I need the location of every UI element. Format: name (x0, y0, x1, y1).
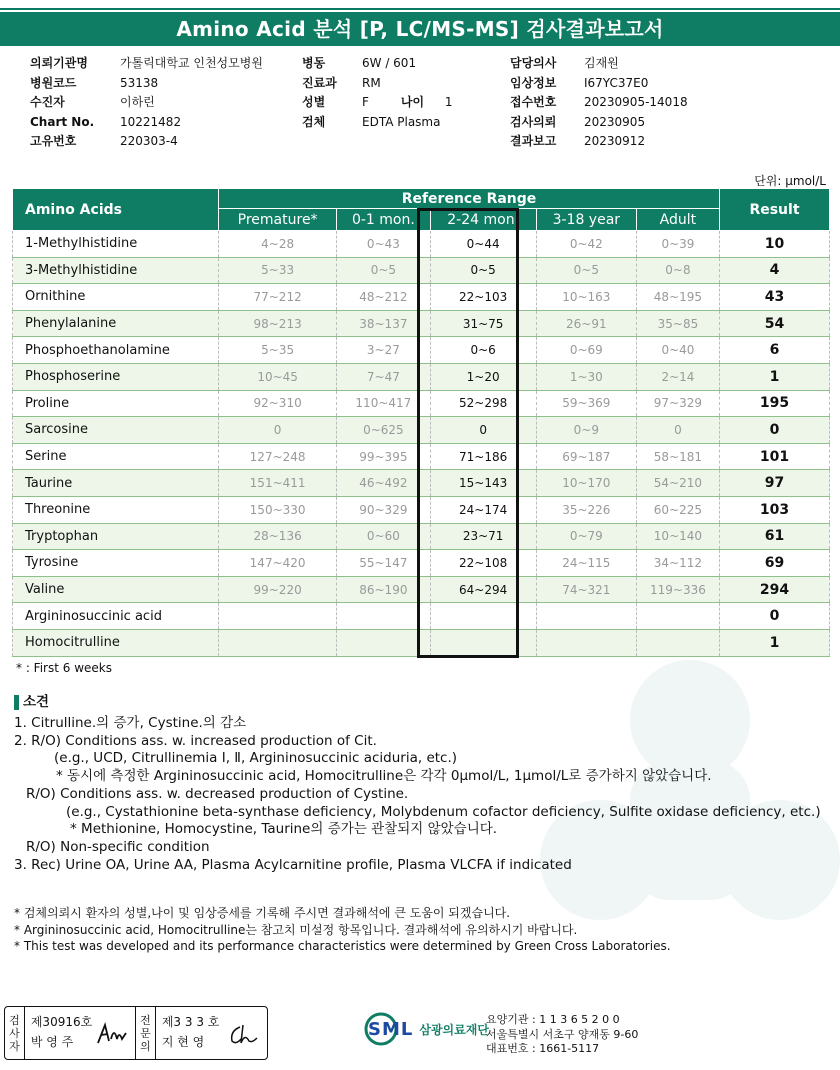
opinion-line: * Methionine, Homocystine, Taurine의 증가는 관찰되지 않았습니다. (70, 821, 498, 838)
reference-range-cell: 3~27 (337, 337, 430, 364)
info-value: 53138 (120, 75, 159, 90)
signature-box (4, 1006, 268, 1060)
info-value: 20230905 (584, 114, 646, 129)
label-char: 의 (140, 1039, 151, 1053)
info-label: 수진자 (30, 95, 65, 109)
table-row (13, 363, 830, 390)
reference-range-cell: 150~330 (219, 496, 337, 523)
reference-range-cell: 24~174 (430, 496, 536, 523)
info-label: 병원코드 (30, 75, 77, 90)
note-line: * 검체의뢰시 환자의 성별,나이 및 임상증세를 기록해 주시면 결과해석에 큰 도움이 되겠습니다. (14, 906, 511, 920)
notes-section (14, 905, 671, 955)
info-value: I67YC37E0 (584, 75, 649, 90)
address-line: 서울특별시 서초구 양재동 9-60 (486, 1027, 639, 1041)
reference-range-cell (430, 603, 536, 630)
reference-range-cell: 77~212 (219, 284, 337, 311)
tester-cell (25, 1007, 136, 1059)
patient-info-col3 (510, 54, 688, 152)
reference-range-cell: 22~108 (430, 550, 536, 577)
info-value: EDTA Plasma (362, 114, 441, 129)
reference-range-cell: 119~336 (636, 576, 719, 603)
result-cell: 1 (720, 363, 830, 390)
opinion-line: R/O) Conditions ass. w. decreased production of Cystine. (26, 785, 409, 802)
address-line: 대표번호 : 1661-5117 (486, 1042, 600, 1055)
info-label: 접수번호 (510, 95, 557, 109)
opinion-line: 1. Citrulline.의 증가, Cystine.의 감소 (14, 715, 247, 731)
reference-range-cell: 34~112 (636, 550, 719, 577)
amino-acid-name: Valine (13, 576, 219, 603)
reference-range-cell: 10~163 (536, 284, 636, 311)
info-value: 이하린 (120, 95, 155, 109)
info-value: F (362, 95, 369, 109)
label-char: 검 (9, 1013, 20, 1027)
result-cell: 1 (720, 629, 830, 656)
amino-acid-name: Proline (13, 390, 219, 417)
opinion-line: * 동시에 측정한 Argininosuccinic acid, Homocitrulline은 각각 0μmol/L, 1μmol/L로 증가하지 않았습니다. (56, 768, 712, 785)
doctor-signature-icon (226, 1021, 260, 1049)
result-cell: 61 (720, 523, 830, 550)
result-cell: 69 (720, 550, 830, 577)
reference-range-cell: 0~39 (636, 231, 719, 258)
table-row (13, 257, 830, 284)
result-cell: 101 (720, 443, 830, 470)
reference-range-cell: 147~420 (219, 550, 337, 577)
amino-acid-name: Ornithine (13, 284, 219, 311)
amino-acid-name: Taurine (13, 470, 219, 497)
amino-acid-name: Sarcosine (13, 417, 219, 444)
reference-range-cell: 28~136 (219, 523, 337, 550)
reference-range-cell (536, 629, 636, 656)
reference-range-cell: 1~30 (536, 363, 636, 390)
info-label: 검사의뢰 (510, 114, 557, 129)
info-value: 20230912 (584, 134, 646, 148)
reference-range-cell: 0~5 (430, 257, 536, 284)
reference-range-cell: 99~220 (219, 576, 337, 603)
reference-range-cell: 71~186 (430, 443, 536, 470)
table-row (13, 496, 830, 523)
table-row (13, 603, 830, 630)
info-label: 성별 (302, 95, 326, 109)
header-reference-range: Reference Range (219, 189, 720, 209)
patient-info-col1 (30, 54, 263, 152)
result-cell: 103 (720, 496, 830, 523)
table-row (13, 550, 830, 577)
header-result: Result (720, 189, 830, 231)
label-char: 사 (9, 1026, 20, 1040)
reference-range-cell: 10~140 (636, 523, 719, 550)
amino-acid-name: Serine (13, 443, 219, 470)
info-value: 6W / 601 (362, 56, 417, 70)
result-cell: 0 (720, 603, 830, 630)
reference-range-cell: 48~212 (337, 284, 430, 311)
info-label: 담당의사 (510, 56, 557, 70)
reference-range-cell: 0~42 (536, 231, 636, 258)
unit-label: 단위: μmol/L (754, 174, 826, 188)
reference-range-cell (337, 629, 430, 656)
reference-range-cell: 0~5 (337, 257, 430, 284)
note-line: * Argininosuccinic acid, Homocitrulline는 참고치 미설정 항목입니다. 결과해석에 유의하시기 바랍니다. (14, 922, 578, 937)
opinion-line: 2. R/O) Conditions ass. w. increased production of Cit. (14, 732, 377, 749)
report-header (0, 0, 840, 50)
info-value: 20230905-14018 (584, 95, 688, 109)
reference-range-cell: 5~33 (219, 257, 337, 284)
info-label: 검체 (302, 114, 326, 129)
reference-range-cell: 127~248 (219, 443, 337, 470)
reference-range-cell: 1~20 (430, 363, 536, 390)
amino-acid-name: Phosphoserine (13, 363, 219, 390)
reference-range-cell: 64~294 (430, 576, 536, 603)
table-row (13, 443, 830, 470)
reference-range-cell: 86~190 (337, 576, 430, 603)
amino-acid-name: Phosphoethanolamine (13, 337, 219, 364)
doctor-number: 제3 3 3 호 (161, 1015, 220, 1029)
reference-range-cell: 60~225 (636, 496, 719, 523)
patient-info-col2 (302, 54, 453, 132)
tester-name: 박 영 주 (30, 1035, 74, 1049)
reference-range-cell: 0~44 (430, 231, 536, 258)
reference-range-cell: 22~103 (430, 284, 536, 311)
table-row (13, 417, 830, 444)
table-row (13, 629, 830, 656)
result-cell: 97 (720, 470, 830, 497)
table-row (13, 576, 830, 603)
table-row (13, 284, 830, 311)
amino-acid-name: Threonine (13, 496, 219, 523)
header-0-1-mon: 0-1 mon. (337, 209, 430, 231)
result-cell: 195 (720, 390, 830, 417)
table-row (13, 310, 830, 337)
info-label: 결과보고 (510, 134, 557, 148)
table-row (13, 523, 830, 550)
opinion-line: 3. Rec) Urine OA, Urine AA, Plasma Acylcarnitine profile, Plasma VLCFA if indicated (14, 856, 572, 873)
amino-acid-name: 3-Methylhistidine (13, 257, 219, 284)
reference-range-cell: 0~79 (536, 523, 636, 550)
amino-acid-name: Argininosuccinic acid (13, 603, 219, 630)
table-row (13, 337, 830, 364)
reference-range-cell: 24~115 (536, 550, 636, 577)
reference-range-cell: 2~14 (636, 363, 719, 390)
reference-range-cell: 74~321 (536, 576, 636, 603)
result-cell: 294 (720, 576, 830, 603)
amino-acid-name: 1-Methylhistidine (13, 231, 219, 258)
amino-acid-table (12, 188, 830, 657)
label-char: 자 (9, 1039, 20, 1053)
reference-range-cell (219, 629, 337, 656)
reference-range-cell (430, 629, 536, 656)
reference-range-cell: 0~8 (636, 257, 719, 284)
info-value: 가톨릭대학교 인천성모병원 (120, 56, 263, 70)
result-cell: 43 (720, 284, 830, 311)
reference-range-cell: 0~60 (337, 523, 430, 550)
tester-signature-icon (95, 1021, 129, 1049)
reference-range-cell: 0 (219, 417, 337, 444)
reference-range-cell (536, 603, 636, 630)
result-cell: 4 (720, 257, 830, 284)
opinion-section (14, 715, 821, 874)
reference-range-cell: 0~9 (536, 417, 636, 444)
reference-range-cell: 151~411 (219, 470, 337, 497)
reference-range-cell: 15~143 (430, 470, 536, 497)
opinion-line: (e.g., UCD, Citrullinemia Ⅰ, Ⅱ, Argininosuccinic aciduria, etc.) (54, 750, 458, 767)
reference-range-cell: 4~28 (219, 231, 337, 258)
table-row (13, 231, 830, 258)
report-title: Amino Acid 분석 [P, LC/MS-MS] 검사결과보고서 (176, 17, 664, 41)
info-label: 진료과 (302, 75, 337, 90)
label-char: 전 (140, 1013, 151, 1027)
opinion-line: R/O) Non-specific condition (26, 838, 210, 855)
table-row (13, 390, 830, 417)
result-cell: 6 (720, 337, 830, 364)
label-char: 문 (140, 1026, 151, 1040)
reference-range-cell: 0~69 (536, 337, 636, 364)
header-amino-acids: Amino Acids (13, 189, 219, 231)
table-row (13, 470, 830, 497)
reference-range-cell: 48~195 (636, 284, 719, 311)
header-premature: Premature* (219, 209, 337, 231)
footnote-premature: * : First 6 weeks (16, 661, 112, 675)
heading-bar (14, 695, 19, 710)
info-value: 10221482 (120, 114, 182, 129)
reference-range-cell: 97~329 (636, 390, 719, 417)
reference-range-cell (219, 603, 337, 630)
reference-range-cell: 0 (636, 417, 719, 444)
reference-range-cell: 26~91 (536, 310, 636, 337)
reference-range-cell: 0~43 (337, 231, 430, 258)
reference-range-cell: 0~5 (536, 257, 636, 284)
reference-range-cell: 52~298 (430, 390, 536, 417)
opinion-line: (e.g., Cystathionine beta-synthase deficiency, Molybdenum cofactor deficiency, Sulfite oxidase deficiency, etc.) (66, 803, 821, 820)
info-label: 임상정보 (510, 75, 557, 90)
reference-range-cell: 110~417 (337, 390, 430, 417)
reference-range-cell: 7~47 (337, 363, 430, 390)
reference-range-cell: 99~395 (337, 443, 430, 470)
reference-range-cell: 0~625 (337, 417, 430, 444)
reference-range-cell: 5~35 (219, 337, 337, 364)
info-value: 220303-4 (120, 134, 178, 148)
reference-range-cell (636, 603, 719, 630)
info-label: 병동 (302, 56, 326, 70)
header-3-18-year: 3-18 year (536, 209, 636, 231)
reference-range-cell: 35~85 (636, 310, 719, 337)
doctor-name: 지 현 영 (161, 1035, 205, 1049)
sml-logo (364, 1012, 489, 1046)
logo-org: 삼광의료재단 (419, 1022, 489, 1037)
tester-label (5, 1007, 25, 1059)
amino-acid-name: Phenylalanine (13, 310, 219, 337)
reference-range-cell: 23~71 (430, 523, 536, 550)
reference-range-cell: 58~181 (636, 443, 719, 470)
tester-number: 제30916호 (30, 1015, 93, 1029)
reference-range-cell: 54~210 (636, 470, 719, 497)
reference-range-cell: 10~170 (536, 470, 636, 497)
amino-acid-name: Homocitrulline (13, 629, 219, 656)
reference-range-cell: 38~137 (337, 310, 430, 337)
doctor-cell (156, 1007, 267, 1059)
info-value: 김재원 (584, 56, 619, 70)
age-value: 1 (444, 95, 453, 109)
result-cell: 54 (720, 310, 830, 337)
opinion-heading (14, 690, 49, 710)
reference-range-cell: 0~6 (430, 337, 536, 364)
reference-range-cell: 0~40 (636, 337, 719, 364)
amino-acid-name: Tryptophan (13, 523, 219, 550)
reference-range-cell (337, 603, 430, 630)
reference-range-cell: 55~147 (337, 550, 430, 577)
reference-range-cell: 90~329 (337, 496, 430, 523)
reference-range-cell: 0 (430, 417, 536, 444)
result-cell: 10 (720, 231, 830, 258)
opinion-title: 소견 (23, 694, 50, 710)
header-adult: Adult (636, 209, 719, 231)
doctor-label (136, 1007, 156, 1059)
amino-acid-name: Tyrosine (13, 550, 219, 577)
info-label: 의뢰기관명 (30, 56, 88, 70)
header-2-24-mon: 2-24 mon. (430, 209, 536, 231)
reference-range-cell: 98~213 (219, 310, 337, 337)
note-line: * This test was developed and its performance characteristics were determined by Green Cross Laboratories. (14, 939, 671, 953)
info-value: RM (362, 75, 381, 90)
age-label: 나이 (400, 95, 425, 109)
result-cell: 0 (720, 417, 830, 444)
reference-range-cell: 10~45 (219, 363, 337, 390)
reference-range-cell (636, 629, 719, 656)
reference-range-cell: 46~492 (337, 470, 430, 497)
reference-range-cell: 31~75 (430, 310, 536, 337)
info-label: 고유번호 (30, 134, 77, 148)
address-line: 요양기관 : 1 1 3 6 5 2 0 0 (486, 1013, 620, 1026)
lab-address (486, 1013, 638, 1057)
logo-mark: SML (368, 1018, 414, 1040)
reference-range-cell: 69~187 (536, 443, 636, 470)
info-label: Chart No. (30, 114, 95, 129)
reference-range-cell: 92~310 (219, 390, 337, 417)
reference-range-cell: 35~226 (536, 496, 636, 523)
reference-range-cell: 59~369 (536, 390, 636, 417)
